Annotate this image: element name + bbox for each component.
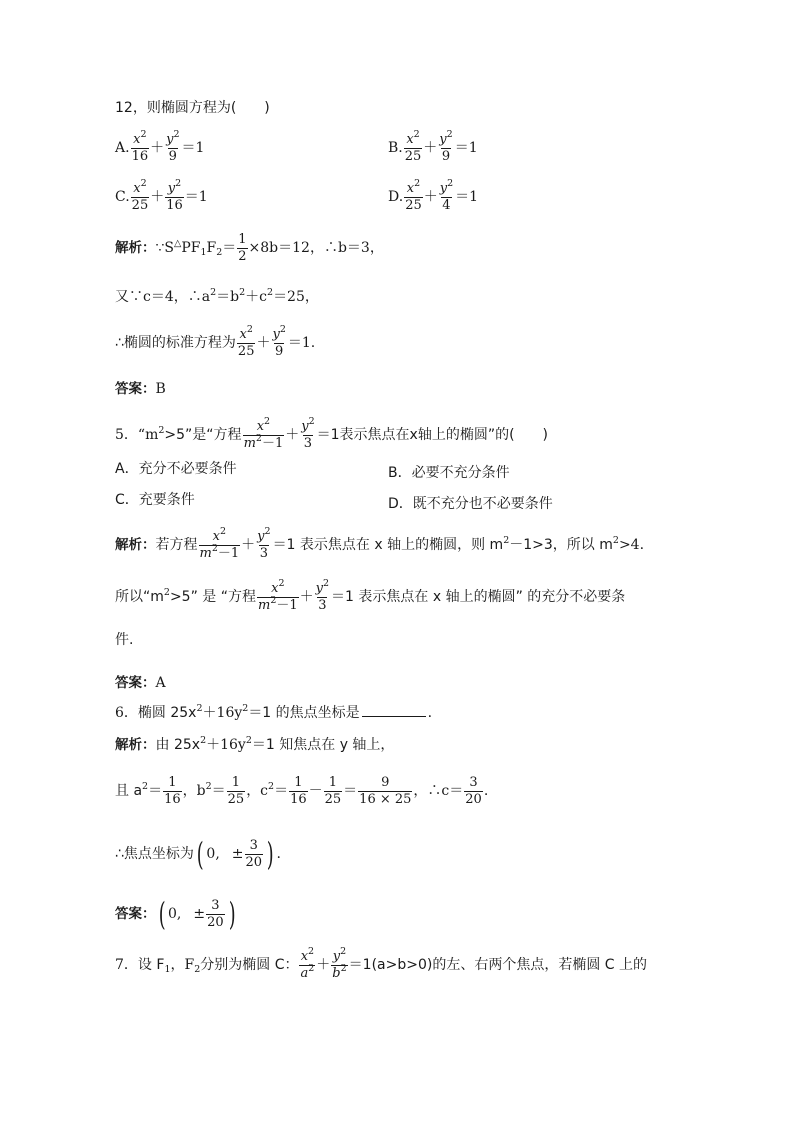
q5-option-d: D．既不充分也不必要条件 <box>388 496 553 512</box>
q5-solution-line3: 件. <box>115 632 134 648</box>
answer-blank[interactable] <box>362 716 426 717</box>
q6-solution-line2: 且 $a^2=$ $\frac{1}{16}$ ，$b^2=$ $\frac{1}{25}$ ，$c^2=$ $\frac{1}{16}$ － $\frac{1}{25}$ ＝ $\frac{9}{16 \times 25}$ ，∴c＝ $\frac{3}{20}$ . <box>115 775 489 807</box>
q5-answer: 答案：A <box>115 675 166 691</box>
q7-stem: 7．设 $F_1$，$F_2$分别为椭圆 C： $\frac{x^2}{a^2}$ ＋ $\frac{y^2}{b^2}$ ＝1(a>b>0)的左、右两个焦点，若椭圆 C 上的 <box>115 946 648 981</box>
q5-solution-line2: 所以“$m^2>5$” 是 “方程 $\frac{x^2}{m^2-1}$ ＋ $\frac{y^2}{3}$ ＝1 表示焦点在 x 轴上的椭圆” 的充分不必要条 <box>115 578 626 613</box>
q4-option-d: D. $\frac{x^2}{25}$ ＋ $\frac{y^2}{4}$ ＝1 <box>388 178 479 213</box>
q5-option-c: C．充要条件 <box>115 492 195 508</box>
q4-solution-line3: ∴椭圆的标准方程为 $\frac{x^2}{25}$ ＋ $\frac{y^2}{9}$ ＝1. <box>115 324 316 359</box>
q5-stem: 5．“$m^2>5$”是“方程 $\frac{x^2}{m^2-1}$ ＋ $\frac{y^2}{3}$ ＝1表示焦点在x轴上的椭圆”的( ) <box>115 416 548 451</box>
q4-stem-tail: 12，则椭圆方程为( ) <box>115 100 270 116</box>
q6-stem: 6．椭圆 $25x^2+16y^2=1$ 的焦点坐标是 . <box>115 703 433 721</box>
q6-solution-line3: ∴焦点坐标为( 0, ± $\frac{3}{20}$ ) . <box>115 835 281 873</box>
q4-solution-line2: 又∵c＝4，$\therefore a^2=b^2+c^2=25$， <box>115 287 319 305</box>
q4-option-b: B. $\frac{x^2}{25}$ ＋ $\frac{y^2}{9}$ ＝1 <box>388 129 478 164</box>
q5-option-a: A．充分不必要条件 <box>115 461 237 477</box>
q6-answer: 答案：( 0, ± $\frac{3}{20}$ ) <box>115 895 236 933</box>
q4-option-a: A. $\frac{x^2}{16}$ ＋ $\frac{y^2}{9}$ ＝1 <box>115 129 205 164</box>
q6-solution-line1: 解析：由 $25x^2+16y^2=1$ 知焦点在 y 轴上， <box>115 735 395 753</box>
q4-option-c: C. $\frac{x^2}{25}$ ＋ $\frac{y^2}{16}$ ＝1 <box>115 178 208 213</box>
q5-option-b: B．必要不充分条件 <box>388 465 510 481</box>
q4-solution-line1: 解析：$\because S^\triangle PF_1F_2=$ $\frac{1}{2}$ ×8b＝12，∴b＝3， <box>115 232 384 264</box>
q5-solution-line1: 解析：若方程 $\frac{x^2}{m^2-1}$ ＋ $\frac{y^2}{3}$ ＝1 表示焦点在 x 轴上的椭圆，则 $m^2-1>3$，所以 $m^2>4$. <box>115 526 645 561</box>
q4-answer: 答案：B <box>115 381 166 397</box>
